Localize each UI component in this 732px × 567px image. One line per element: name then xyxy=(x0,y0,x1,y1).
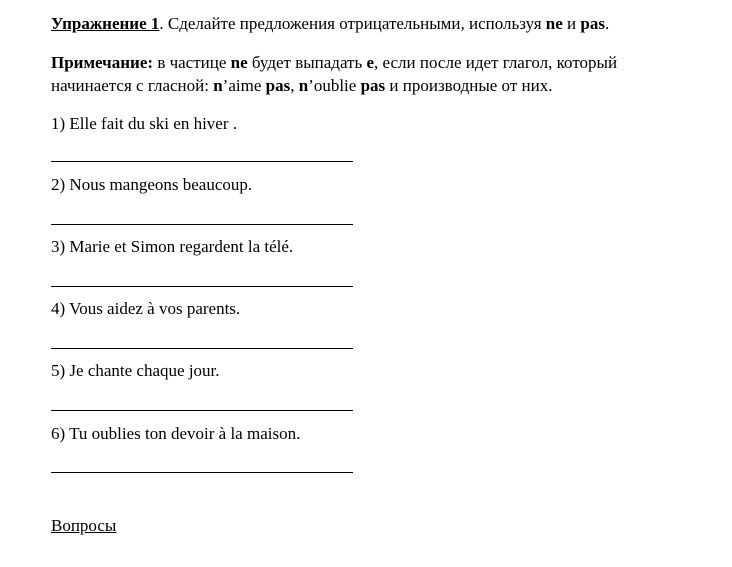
questions-heading: Вопросы xyxy=(51,516,117,535)
answer-line-3[interactable] xyxy=(51,286,353,287)
note-comma: , xyxy=(290,76,299,95)
sentence-item-5: 5) Je chante chaque jour. xyxy=(51,361,220,380)
exercise-instruction-a: . Сделайте предложения отрицательными, используя xyxy=(159,14,546,33)
note-aime: ’aime xyxy=(222,76,266,95)
note-pas-1: pas xyxy=(265,76,291,95)
answer-line-1[interactable] xyxy=(51,161,353,162)
note-text-d: начинается с гласной: xyxy=(51,76,214,95)
note-text-e: и производные от них. xyxy=(385,76,553,95)
exercise-heading xyxy=(51,14,609,34)
answer-line-2[interactable] xyxy=(51,224,353,225)
exercise-instruction-and: и xyxy=(562,14,581,33)
note-text-a: в частице xyxy=(153,53,231,72)
answer-line-5[interactable] xyxy=(51,410,353,411)
sentence-item-2: 2) Nous mangeons beaucoup. xyxy=(51,175,253,194)
answer-line-6[interactable] xyxy=(51,472,353,473)
note-line-2 xyxy=(51,76,552,96)
note-oublie: ’oublie xyxy=(308,76,361,95)
sentence-item-3: 3) Marie et Simon regardent la télé. xyxy=(51,237,294,256)
note-ne: ne xyxy=(230,53,248,72)
sentence-item-6: 6) Tu oublies ton devoir à la maison. xyxy=(51,424,301,443)
note-text-b: будет выпадать xyxy=(247,53,367,72)
keyword-pas: pas xyxy=(580,14,605,33)
sentence-item-1: 1) Elle fait du ski en hiver . xyxy=(51,114,238,133)
note-text-c: , если после идет глагол, который xyxy=(374,53,618,72)
note-line-1 xyxy=(51,53,617,73)
note-n-1: n xyxy=(213,76,223,95)
note-n-2: n xyxy=(298,76,309,95)
keyword-ne: ne xyxy=(545,14,563,33)
answer-line-4[interactable] xyxy=(51,348,353,349)
note-e: e xyxy=(366,53,375,72)
sentence-item-4: 4) Vous aidez à vos parents. xyxy=(51,299,241,318)
note-pas-2: pas xyxy=(360,76,386,95)
note-label: Примечание: xyxy=(51,53,154,72)
exercise-instruction-end: . xyxy=(604,14,610,33)
exercise-label: Упражнение 1 xyxy=(51,14,160,33)
